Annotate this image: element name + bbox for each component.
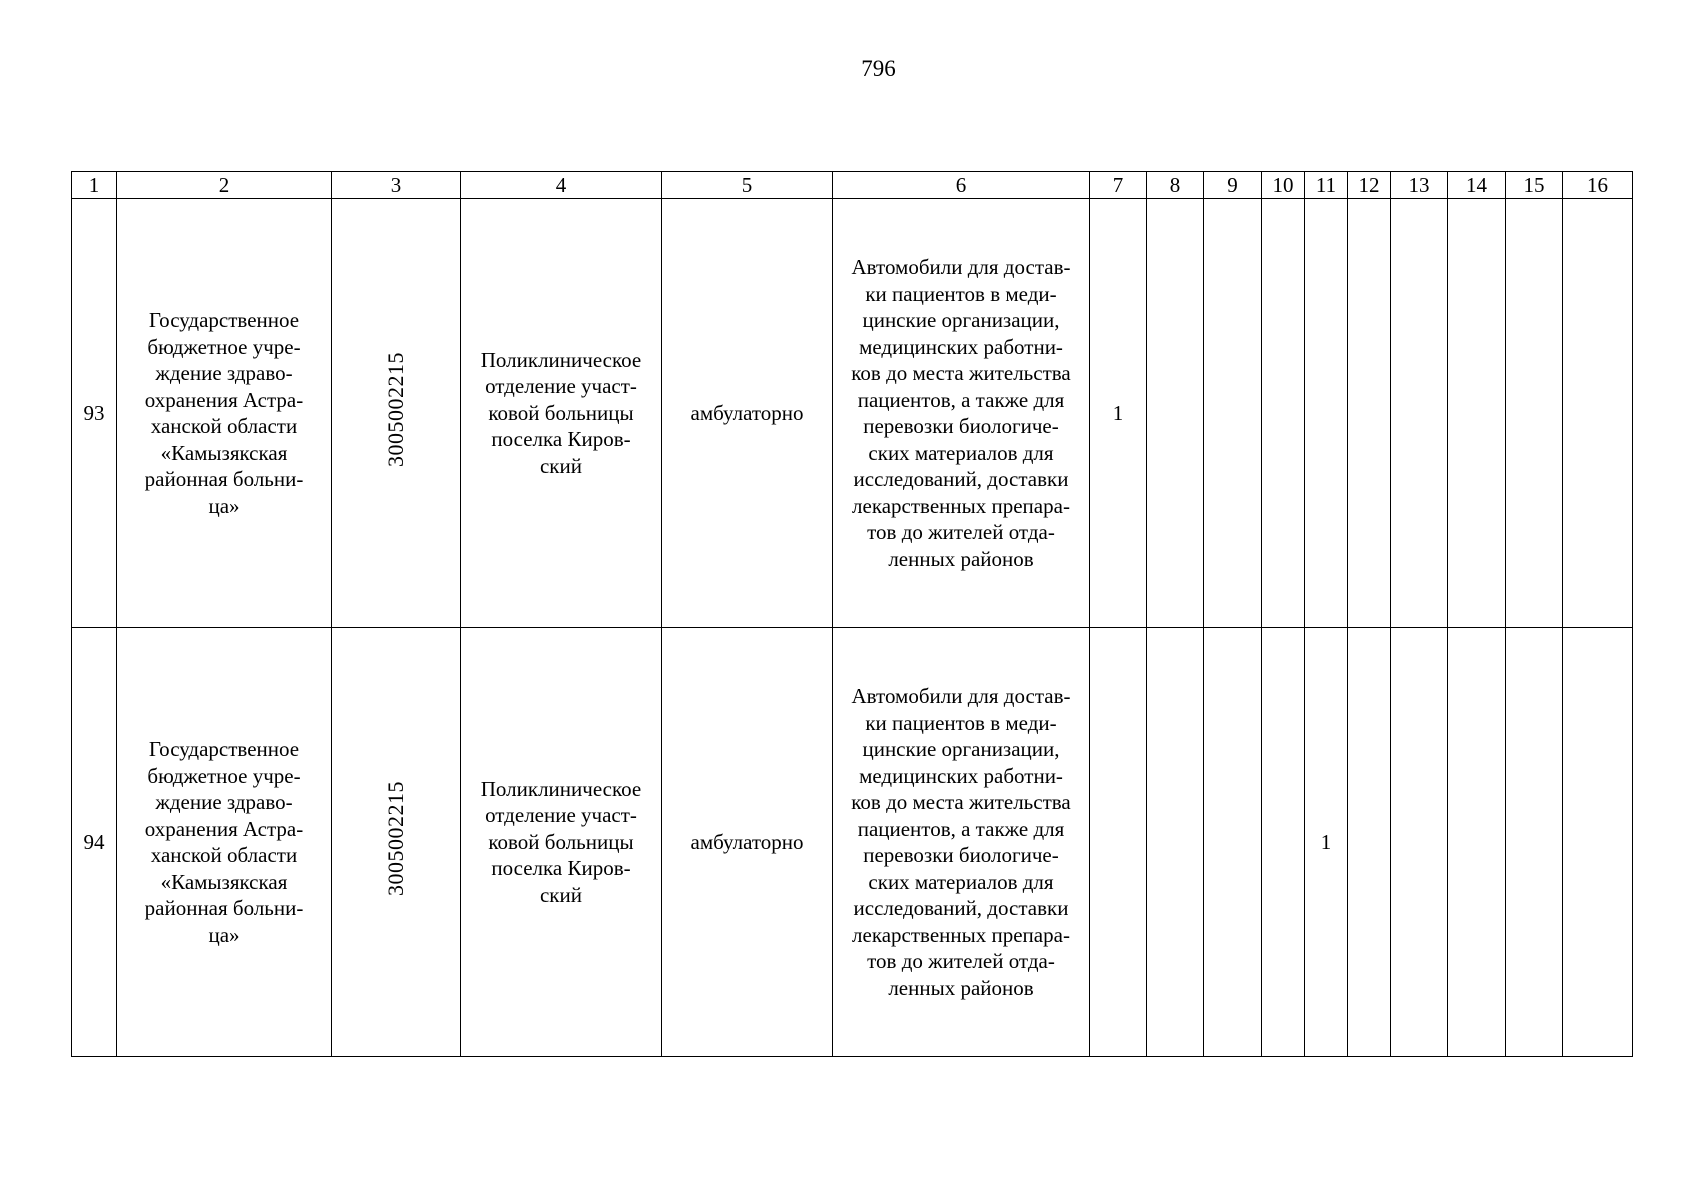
value-cell <box>1563 199 1633 628</box>
value-cell <box>1506 199 1563 628</box>
organization-cell <box>117 628 332 1057</box>
code-cell <box>332 628 461 1057</box>
value-cell <box>1262 199 1305 628</box>
value-cell <box>1563 628 1633 1057</box>
care-form-cell: амбулаторно <box>662 628 833 1057</box>
purpose-text: Автомобили для достав- ки пациентов в меди- цинские организации, медицинских работни- ков до места жительства пациентов, а также для перевозки биологиче- ских материалов для исследований, доставки лекарственных препара- тов до жителей отда- ленных районов <box>851 255 1071 571</box>
subdivision-text: Поликлиническое отделение участ- ковой больницы поселка Киров- ский <box>480 776 642 907</box>
column-header: 14 <box>1448 172 1506 199</box>
column-header: 2 <box>117 172 332 199</box>
value-cell: 1 <box>1305 628 1348 1057</box>
column-header: 7 <box>1090 172 1147 199</box>
column-header: 9 <box>1204 172 1262 199</box>
column-header: 8 <box>1147 172 1204 199</box>
value-cell: 1 <box>1090 199 1147 628</box>
value-cell <box>1262 628 1305 1057</box>
value-cell <box>1204 628 1262 1057</box>
value-cell <box>1506 628 1563 1057</box>
purpose-text: Автомобили для достав- ки пациентов в меди- цинские организации, медицинских работни- ков до места жительства пациентов, а также для перевозки биологиче- ских материалов для исследований, доставки лекарственных препара- тов до жителей отда- ленных районов <box>851 684 1071 1000</box>
column-header: 15 <box>1506 172 1563 199</box>
subdivision-cell <box>461 199 662 628</box>
value-cell <box>1391 628 1448 1057</box>
column-header: 6 <box>833 172 1090 199</box>
value-cell <box>1391 199 1448 628</box>
organization-text: Государственное бюджетное учре- ждение здраво- охранения Астра- ханской области «Камызякская районная больни- ца» <box>144 737 304 947</box>
column-header: 10 <box>1262 172 1305 199</box>
code-cell <box>332 199 461 628</box>
code-text: 3005002215 <box>382 352 408 468</box>
data-table <box>71 171 1633 1057</box>
table-row <box>72 628 1633 1057</box>
column-header: 5 <box>662 172 833 199</box>
column-header: 4 <box>461 172 662 199</box>
column-header: 11 <box>1305 172 1348 199</box>
value-cell <box>1204 199 1262 628</box>
organization-cell <box>117 199 332 628</box>
subdivision-cell <box>461 628 662 1057</box>
organization-text: Государственное бюджетное учре- ждение здраво- охранения Астра- ханской области «Камызякская районная больни- ца» <box>144 308 304 518</box>
row-number-cell: 94 <box>72 628 117 1057</box>
column-header: 3 <box>332 172 461 199</box>
value-cell <box>1448 199 1506 628</box>
column-header: 13 <box>1391 172 1448 199</box>
column-header: 16 <box>1563 172 1633 199</box>
table-row <box>72 199 1633 628</box>
care-form-cell: амбулаторно <box>662 199 833 628</box>
purpose-cell <box>833 199 1090 628</box>
value-cell <box>1348 628 1391 1057</box>
page-number: 796 <box>861 56 896 81</box>
value-cell <box>1147 628 1204 1057</box>
column-number-row <box>72 172 1633 199</box>
value-cell <box>1448 628 1506 1057</box>
value-cell <box>1348 199 1391 628</box>
column-header: 12 <box>1348 172 1391 199</box>
code-text: 3005002215 <box>382 781 408 897</box>
value-cell <box>1147 199 1204 628</box>
value-cell <box>1090 628 1147 1057</box>
subdivision-text: Поликлиническое отделение участ- ковой больницы поселка Киров- ский <box>480 347 642 478</box>
row-number-cell: 93 <box>72 199 117 628</box>
purpose-cell <box>833 628 1090 1057</box>
column-header: 1 <box>72 172 117 199</box>
value-cell <box>1305 199 1348 628</box>
